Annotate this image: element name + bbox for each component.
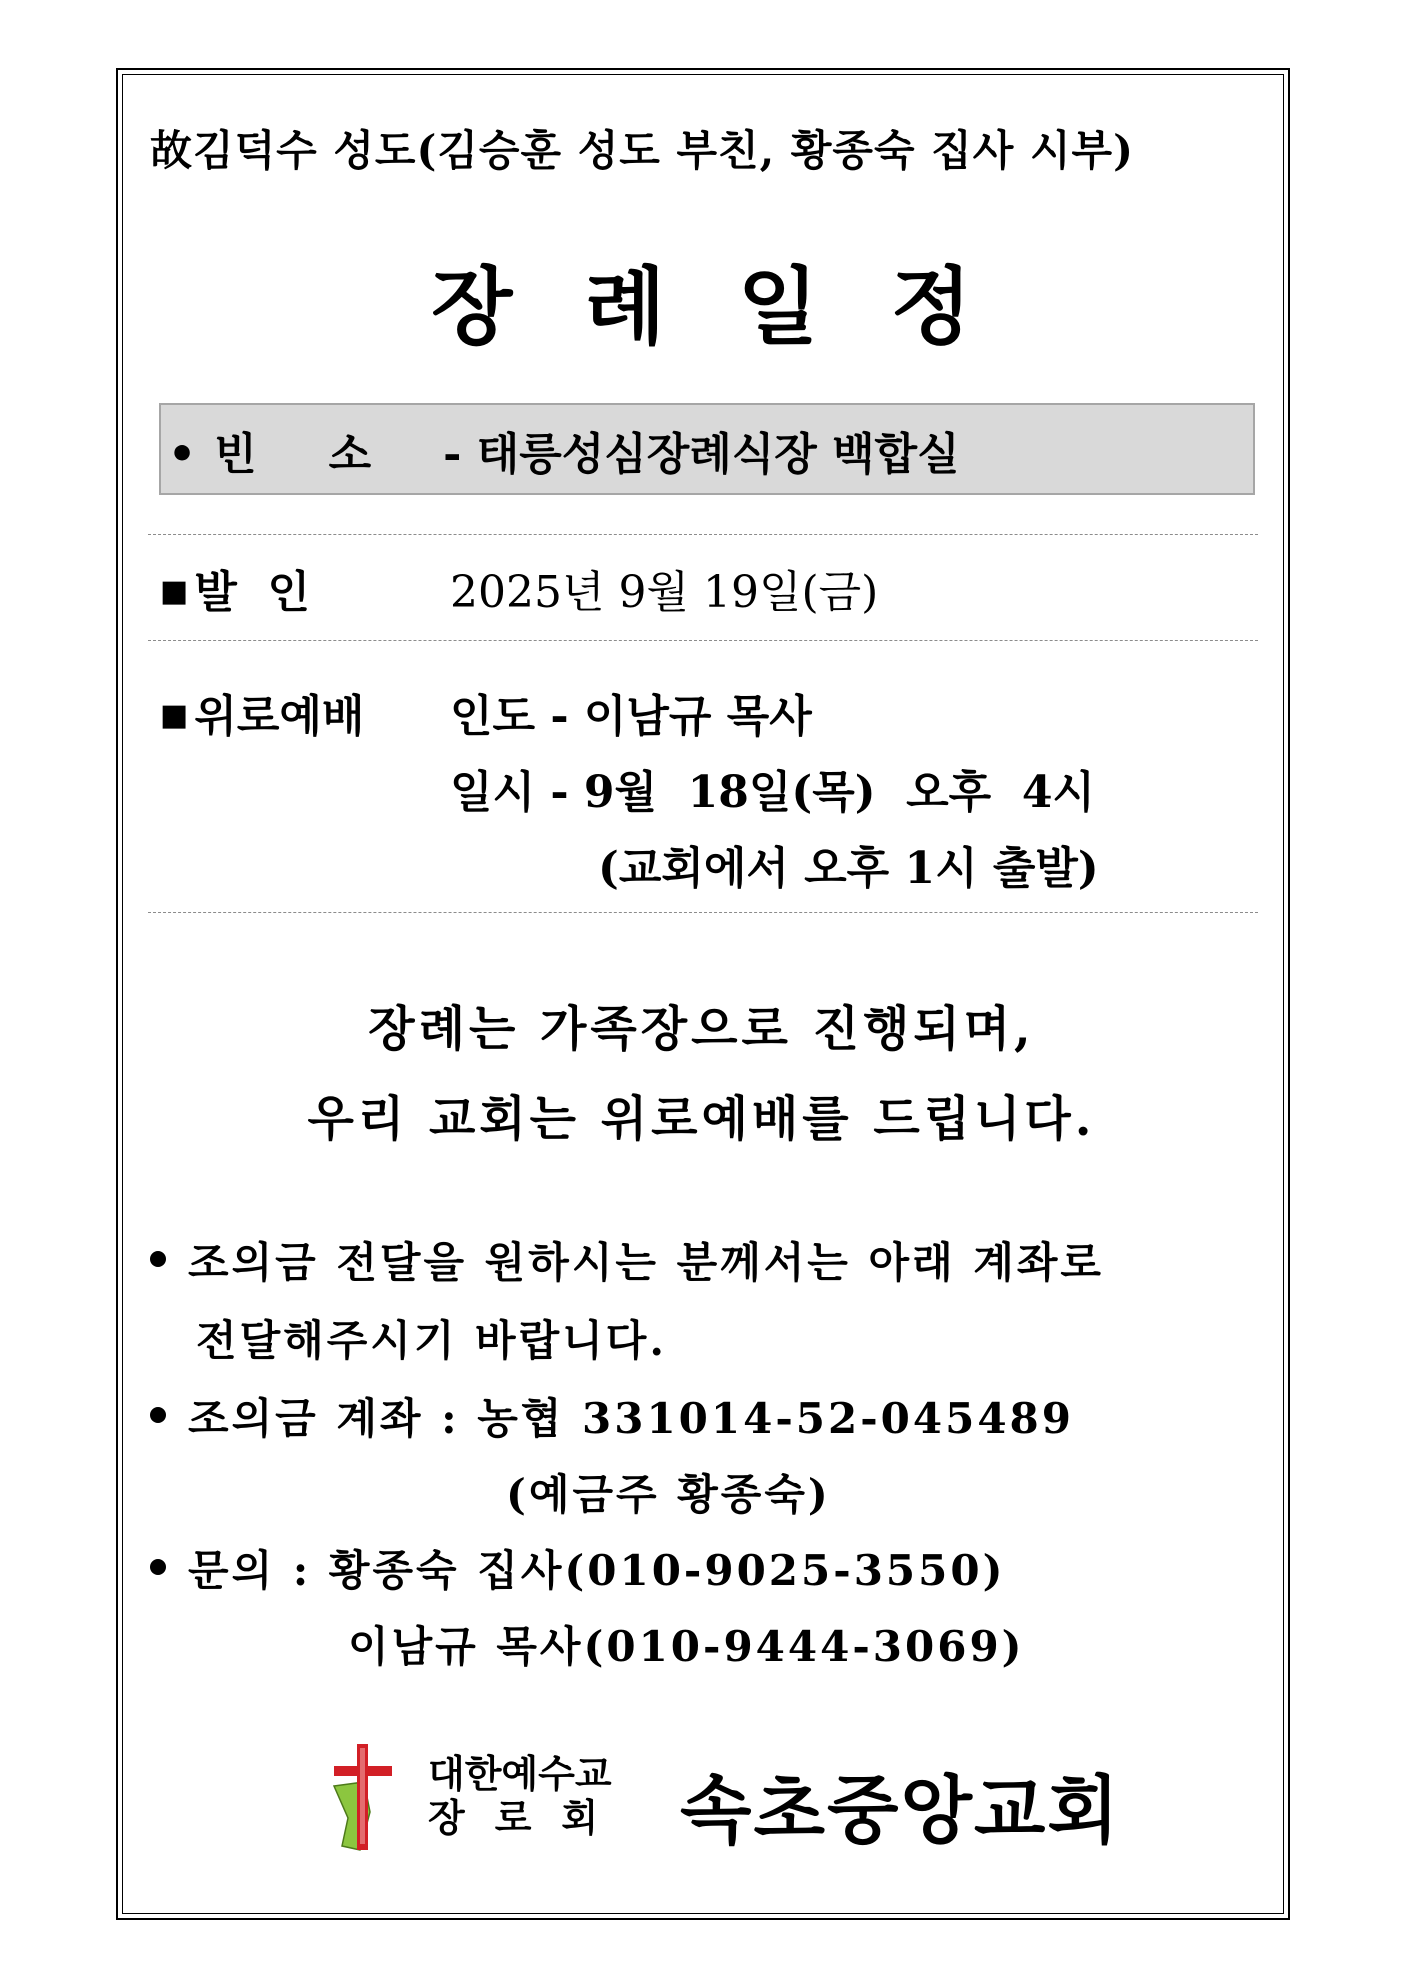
- bullet-icon: [150, 1559, 166, 1575]
- contact-row: [150, 1538, 1005, 1598]
- bullet-icon: [150, 1407, 166, 1423]
- denomination: [428, 1752, 628, 1840]
- contact-2: 이남규 목사(010-9444-3069): [348, 1622, 1025, 1671]
- departure-value: 2025년 9월 19일(금): [450, 567, 879, 618]
- condolence-note-line-2: 전달해주시기 바랍니다.: [196, 1316, 667, 1365]
- message-line-1: 장례는 가족장으로 진행되며,: [368, 1001, 1035, 1057]
- departure-row: [160, 556, 310, 620]
- divider: [148, 640, 1258, 641]
- account-holder: (예금주 황종숙): [506, 1470, 831, 1519]
- departure-label: 발 인: [194, 567, 311, 618]
- venue-value: - 태릉성심장례식장 백합실: [443, 429, 960, 480]
- bullet-icon: [150, 1251, 166, 1267]
- square-bullet-icon: ■: [160, 698, 189, 733]
- memorial-label: 위로예배: [194, 691, 365, 742]
- memorial-datetime: 일시 - 9월 18일(목) 오후 4시: [450, 767, 1095, 818]
- memorial-row: [160, 680, 364, 744]
- memorial-leader: 인도 - 이남규 목사: [450, 691, 812, 742]
- notice-header: 故김덕수 성도(김승훈 성도 부친, 황종숙 집사 시부): [150, 126, 1134, 175]
- condolence-note-line-1: 조의금 전달을 원하시는 분께서는 아래 계좌로: [188, 1238, 1104, 1287]
- account-number: 331014-52-045489: [582, 1394, 1074, 1443]
- memorial-departure-note: (교회에서 오후 1시 출발): [598, 843, 1099, 894]
- square-bullet-icon: ■: [160, 574, 189, 609]
- bullet-icon: •: [168, 429, 197, 480]
- divider: [148, 534, 1258, 535]
- denomination-line-2: 장로회: [428, 1795, 629, 1840]
- divider: [148, 912, 1258, 913]
- church-name: 속초중앙교회: [680, 1768, 1121, 1854]
- condolence-note: [150, 1230, 1104, 1290]
- message-line-2: 우리 교회는 위로예배를 드립니다.: [307, 1091, 1096, 1147]
- venue-label: 빈소: [214, 429, 444, 480]
- account-label: 조의금 계좌 : 농협: [188, 1394, 565, 1443]
- venue-row: [168, 418, 960, 482]
- contact-1: 황종숙 집사(010-9025-3550): [328, 1546, 1006, 1595]
- church-logo-icon: [330, 1742, 396, 1854]
- contact-label: 문의 :: [188, 1546, 312, 1595]
- page-title: 장례일정: [431, 257, 1044, 356]
- account-row: [150, 1386, 1074, 1446]
- denomination-line-1: 대한예수교: [428, 1751, 612, 1796]
